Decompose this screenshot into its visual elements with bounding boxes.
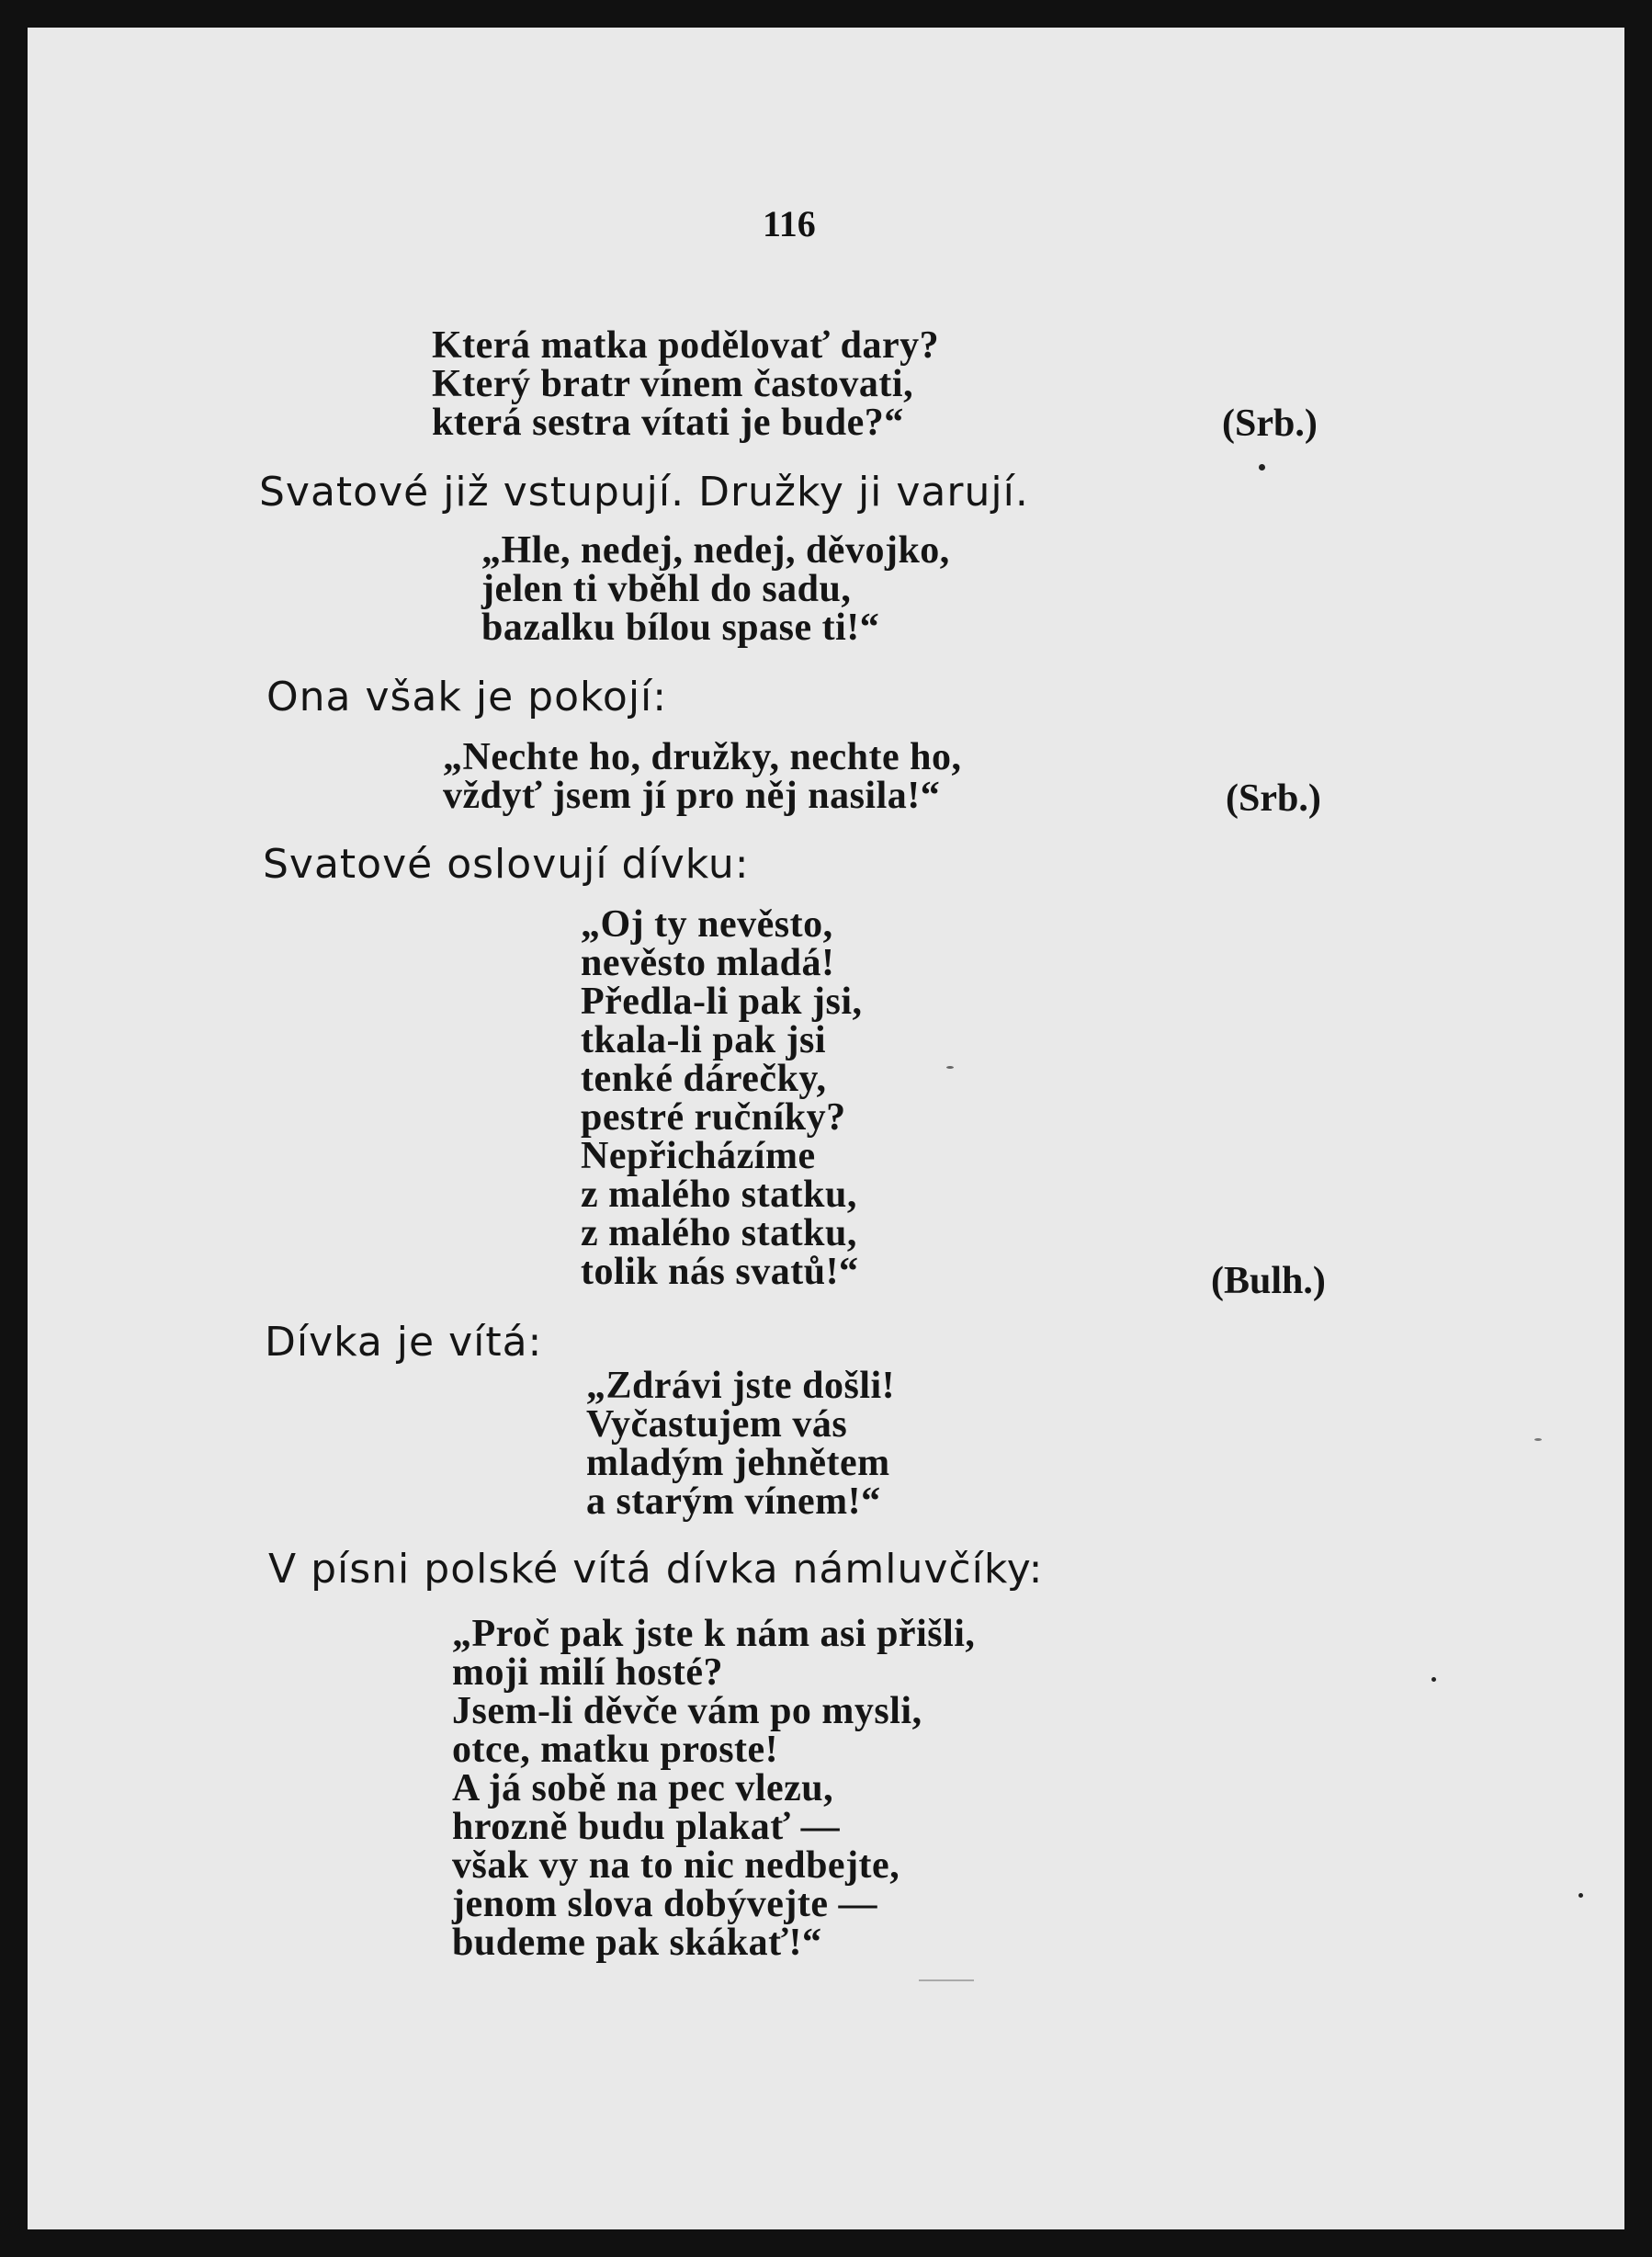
verse-line: Předla-li pak jsi, (581, 981, 863, 1023)
verse-line: Která matka podělovať dary? (432, 324, 940, 367)
verse-line: však vy na to nic nedbejte, (452, 1844, 900, 1887)
verse-line: „Nechte ho, družky, nechte ho, (443, 736, 962, 778)
verse-line: otce, matku proste! (452, 1729, 779, 1771)
book-page (28, 28, 1624, 2229)
narrative-line: Svatové oslovují dívku: (263, 841, 750, 888)
verse-line: a starým vínem!“ (586, 1480, 881, 1523)
verse-line: „Zdrávi jste došli! (586, 1365, 896, 1407)
dust-speck (946, 1066, 954, 1069)
verse-line: Vyčastujem vás (586, 1403, 848, 1446)
narrative-line: Svatové již vstupují. Družky ji varují. (259, 469, 1029, 516)
dust-speck (1431, 1677, 1436, 1682)
verse-line: Nepřicházíme (581, 1135, 816, 1177)
verse-line: mladým jehnětem (586, 1442, 890, 1484)
stanza-2 (481, 531, 950, 647)
stanza-3 (443, 738, 962, 815)
verse-line: moji milí hosté? (452, 1651, 723, 1694)
origin-note: (Srb.) (1226, 777, 1321, 820)
verse-line: tenké dárečky, (581, 1058, 827, 1100)
verse-line: z malého statku, (581, 1212, 857, 1254)
origin-note: (Srb.) (1222, 403, 1318, 445)
verse-line: hrozně budu plakať — (452, 1806, 841, 1848)
verse-line: Který bratr vínem častovati, (432, 363, 914, 405)
origin-note: (Bulh.) (1211, 1260, 1326, 1302)
verse-line: vždyť jsem jí pro něj nasila!“ (443, 775, 941, 817)
verse-line: A já sobě na pec vlezu, (452, 1767, 834, 1809)
verse-line: „Hle, nedej, nedej, děvojko, (481, 529, 950, 572)
verse-line: která sestra vítati je bude?“ (432, 402, 904, 444)
verse-line: nevěsto mladá! (581, 942, 835, 984)
narrative-line: Ona však je pokojí: (266, 674, 668, 720)
verse-line: „Proč pak jste k nám asi přišli, (452, 1613, 976, 1655)
verse-line: bazalku bílou spase ti!“ (481, 607, 880, 649)
verse-line: „Oj ty nevěsto, (581, 903, 833, 946)
dust-speck (1534, 1438, 1542, 1441)
verse-line: z malého statku, (581, 1174, 857, 1216)
dust-speck (1578, 1893, 1583, 1898)
verse-line: Jsem-li děvče vám po mysli, (452, 1690, 922, 1732)
dust-speck (1259, 464, 1265, 471)
stanza-4 (581, 905, 863, 1291)
narrative-line: V písni polské vítá dívka námluvčíky: (268, 1546, 1044, 1593)
verse-line: tkala-li pak jsi (581, 1019, 827, 1061)
verse-line: pestré ručníky? (581, 1096, 846, 1139)
verse-line: tolik nás svatů!“ (581, 1251, 859, 1293)
stanza-5 (586, 1367, 895, 1521)
verse-line: budeme pak skákať!“ (452, 1922, 822, 1964)
narrative-line: Dívka je vítá: (265, 1319, 543, 1366)
page-number: 116 (763, 203, 816, 244)
dust-scratch (919, 1979, 974, 1981)
verse-line: jenom slova dobývejte — (452, 1883, 877, 1925)
stanza-1 (432, 326, 939, 442)
verse-line: jelen ti vběhl do sadu, (481, 568, 852, 610)
stanza-6 (452, 1615, 975, 1962)
